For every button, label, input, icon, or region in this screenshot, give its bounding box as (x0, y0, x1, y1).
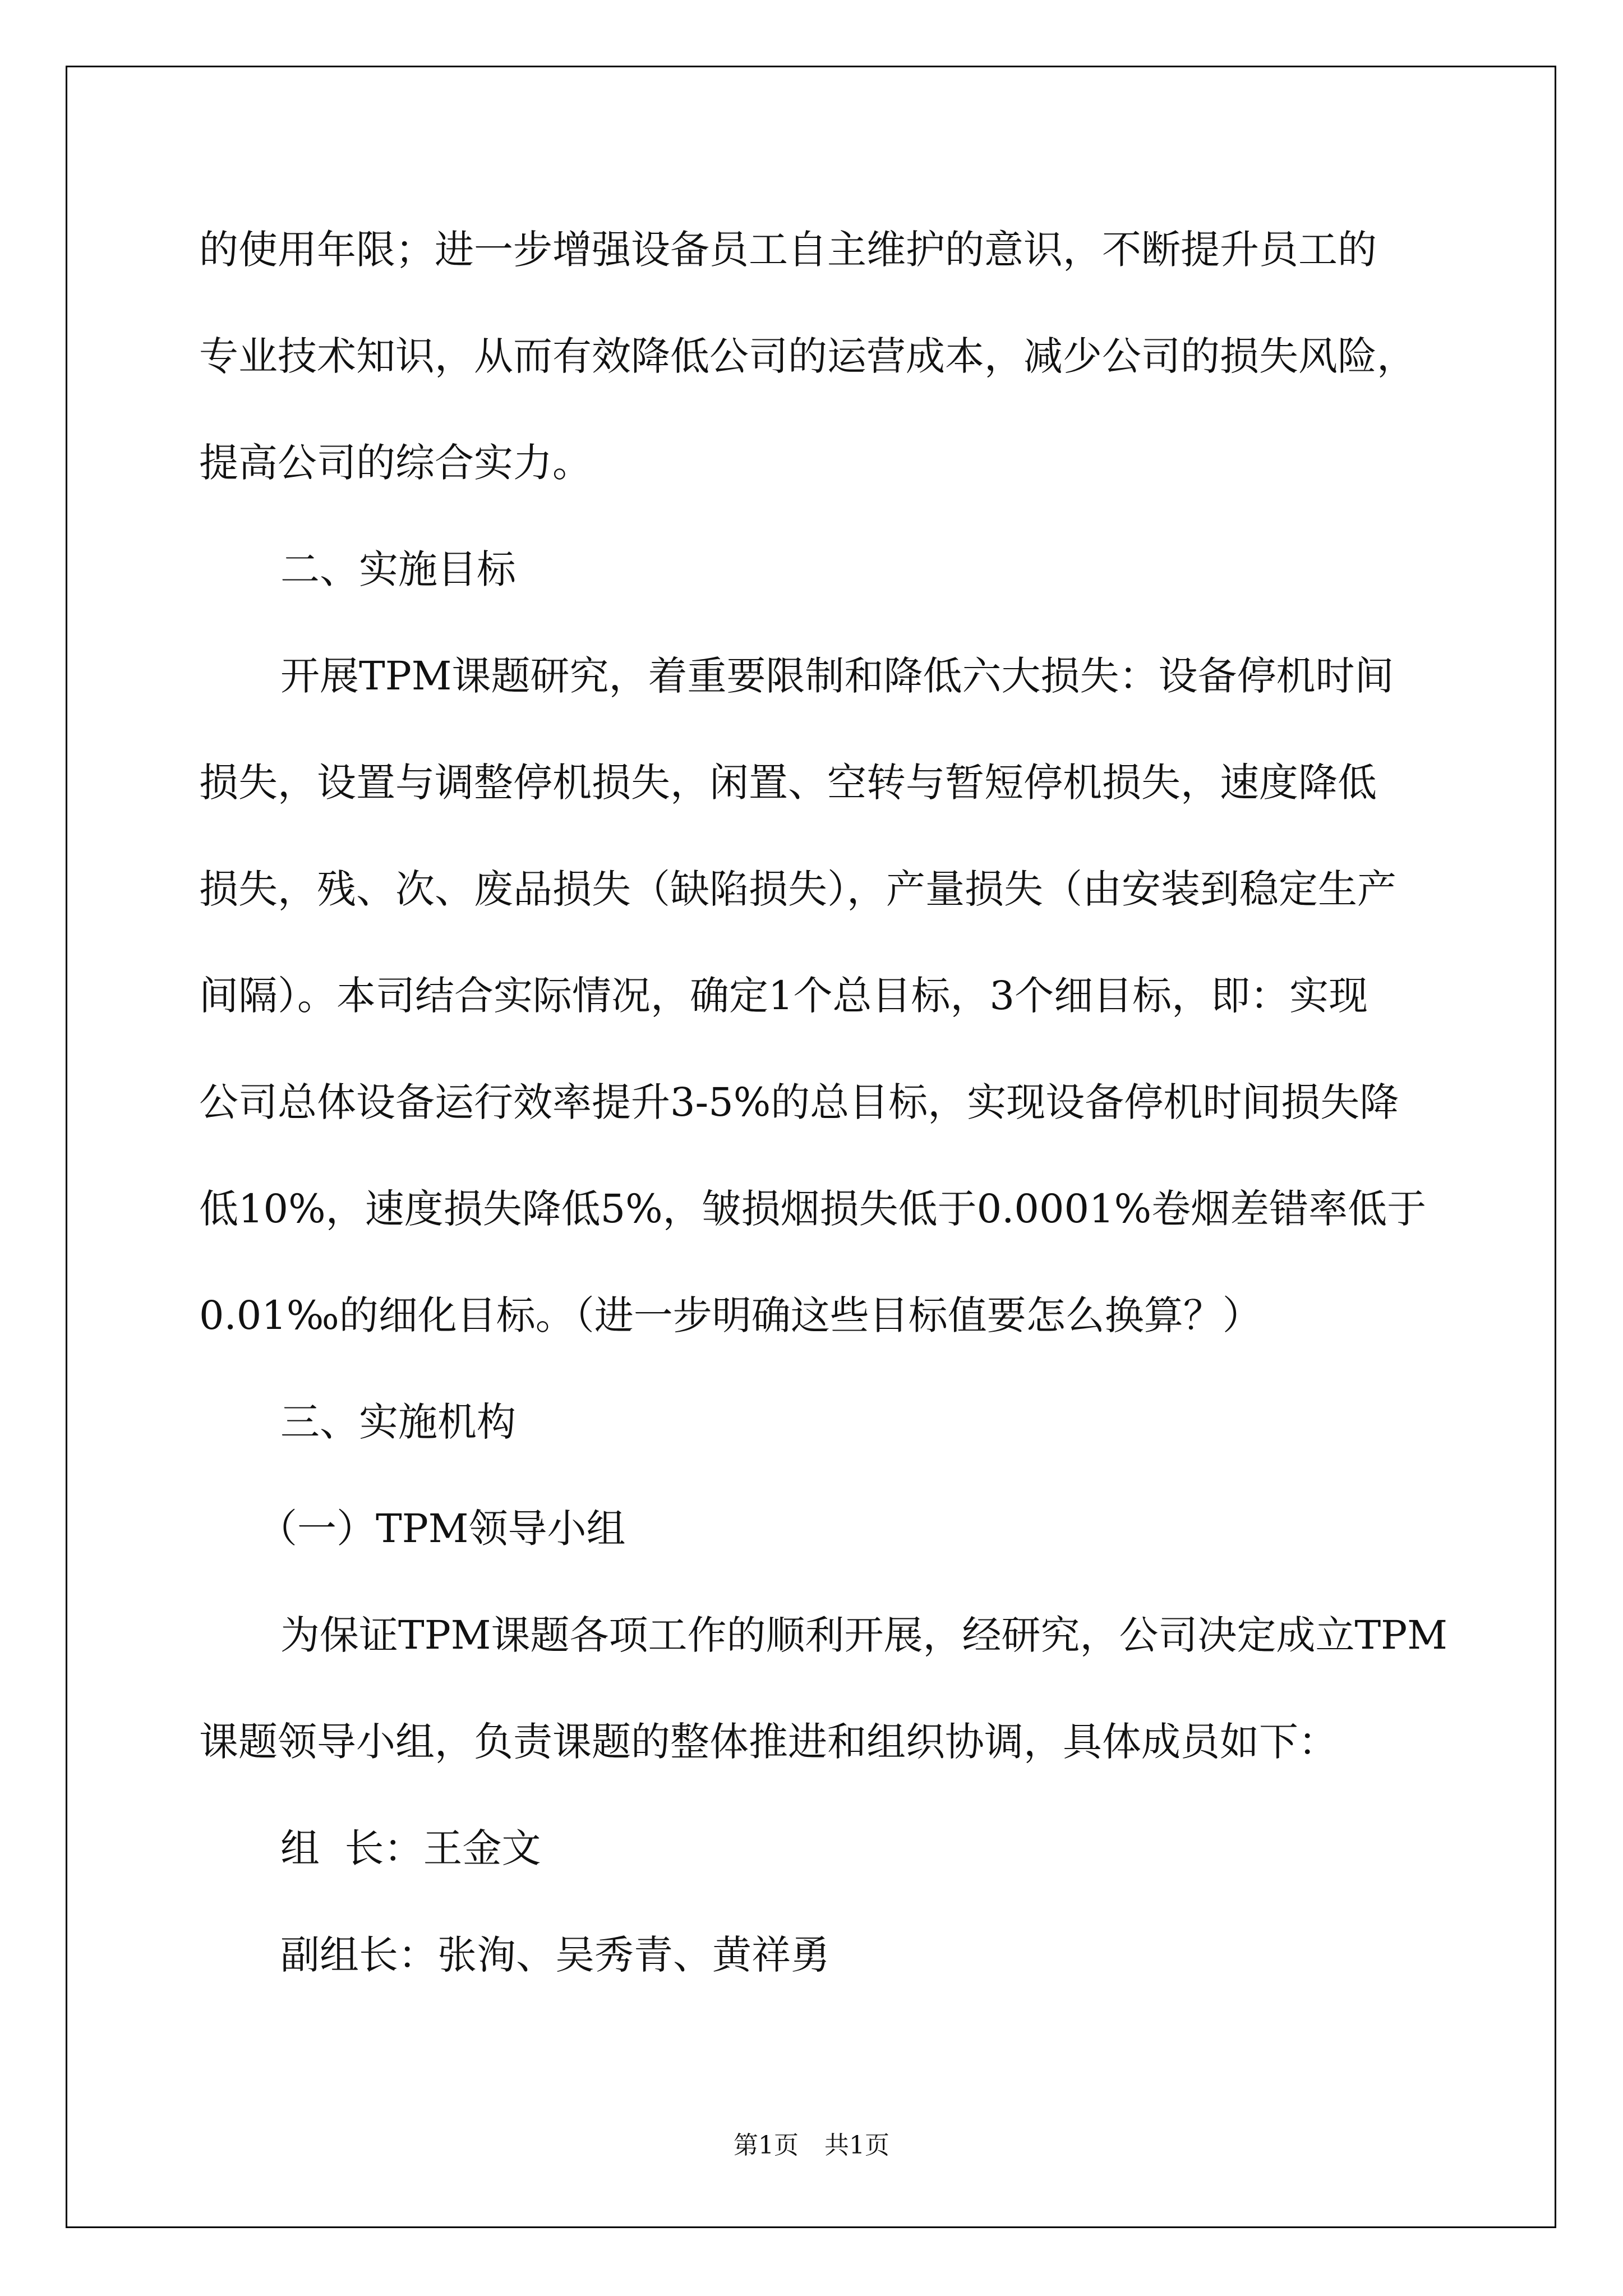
paragraph-line: 0.01‰的细化目标。（进一步明确这些目标值要怎么换算？） (199, 1292, 1262, 1338)
paragraph-line: 为保证TPM课题各项工作的顺利开展，经研究，公司决定成立TPM (280, 1612, 1447, 1658)
paragraph-line: 损失，残、次、废品损失（缺陷损失），产量损失（由安装到稳定生产 (199, 866, 1396, 912)
paragraph-line: 低10%，速度损失降低5%，皱损烟损失低于0.0001%卷烟差错率低于 (199, 1186, 1427, 1232)
section-heading: 三、实施机构 (280, 1399, 516, 1445)
member-line: 副组长：张洵、吴秀青、黄祥勇 (280, 1932, 830, 1978)
paragraph-line: 间隔）。本司结合实际情况，确定1个总目标，3个细目标，即：实现 (199, 973, 1368, 1019)
page-number: 第1页 (734, 2131, 799, 2160)
subsection-heading: （一）TPM领导小组 (258, 1506, 626, 1552)
page-footer (0, 2129, 1623, 2162)
paragraph-line: 损失，设置与调整停机损失，闲置、空转与暂短停机损失，速度降低 (199, 760, 1377, 806)
member-line: 组 长：王金文 (280, 1825, 541, 1871)
paragraph-line: 的使用年限；进一步增强设备员工自主维护的意识，不断提升员工的 (199, 227, 1377, 273)
page-total: 共1页 (824, 2131, 889, 2160)
paragraph-line: 开展TPM课题研究，着重要限制和降低六大损失：设备停机时间 (280, 653, 1394, 699)
paragraph-line: 提高公司的综合实力。 (199, 440, 592, 486)
paragraph-line: 课题领导小组，负责课题的整体推进和组织协调，具体成员如下： (199, 1719, 1338, 1765)
section-heading: 二、实施目标 (280, 546, 516, 592)
paragraph-line: 专业技术知识，从而有效降低公司的运营成本，减少公司的损失风险， (199, 333, 1416, 379)
paragraph-line: 公司总体设备运行效率提升3-5%的总目标，实现设备停机时间损失降 (199, 1079, 1399, 1125)
